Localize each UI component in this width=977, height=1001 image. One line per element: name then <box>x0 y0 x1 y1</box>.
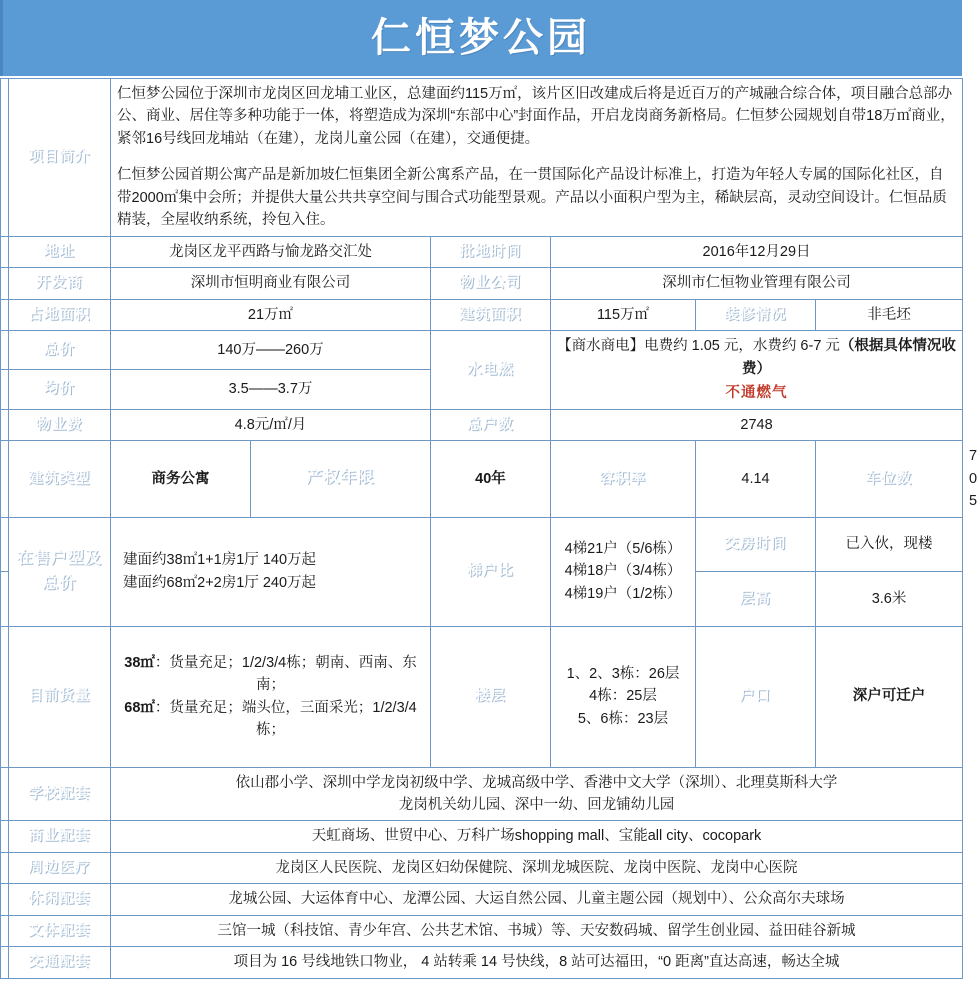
label-property-company: 物业公司 <box>431 268 551 299</box>
left-gutter <box>1 947 9 978</box>
project-intro-text <box>111 79 963 237</box>
left-gutter <box>1 767 9 821</box>
table-row-address <box>1 236 963 267</box>
table-row-building-type: 建筑类型 商务公寓 产权年限 40年 容积率 4.14 车位数 705 <box>1 441 963 517</box>
value-medical-facilities: 龙岗区人民医院、龙岗区妇幼保健院、深圳龙城医院、龙岗中医院、龙岗中心医院 <box>111 852 963 883</box>
label-ownership-years: 产权年限 <box>251 441 431 517</box>
value-current-inventory <box>111 626 431 767</box>
label-utilities: 水电燃 <box>431 331 551 409</box>
left-gutter <box>1 626 9 767</box>
label-current-inventory: 目前货量 <box>9 626 111 767</box>
floors-line-3: 5、6栋：23层 <box>577 710 669 727</box>
left-gutter <box>1 370 9 409</box>
value-floor-height: 3.6米 <box>816 572 963 627</box>
value-floors <box>551 626 696 767</box>
label-approval-date: 批地时间 <box>431 236 551 267</box>
label-land-area: 占地面积 <box>9 299 111 330</box>
floors-line-1: 1、2、3栋：26层 <box>566 665 680 682</box>
utilities-note: （根据具体情况收费） <box>742 338 956 377</box>
value-building-type: 商务公寓 <box>111 441 251 517</box>
value-property-fee: 4.8元/㎡/月 <box>111 409 431 440</box>
utilities-no-gas-warning: 不通燃气 <box>725 385 788 402</box>
left-gutter <box>1 884 9 915</box>
value-developer: 深圳市恒明商业有限公司 <box>111 268 431 299</box>
table-row-culture <box>1 915 963 946</box>
value-decoration: 非毛坯 <box>816 299 963 330</box>
label-school-facilities: 学校配套 <box>9 767 111 821</box>
inventory-unit-38-desc: ：货量充足；1/2/3/4栋；朝南、西南、东南； <box>154 654 417 694</box>
label-medical-facilities: 周边医疗 <box>9 852 111 883</box>
label-elevator-ratio: 梯户比 <box>431 517 551 626</box>
inventory-unit-38 <box>117 652 424 697</box>
utilities-line-1 <box>557 335 956 380</box>
table-row-medical <box>1 852 963 883</box>
left-gutter <box>1 572 9 627</box>
value-leisure-facilities: 龙城公园、大运体育中心、龙潭公园、大运自然公园、儿童主题公园（规划中）、公众高尔夫球场 <box>111 884 963 915</box>
value-total-price: 140万——260万 <box>111 331 431 370</box>
elevator-ratio-line-2: 4梯18户（3/4栋） <box>564 563 682 580</box>
inventory-unit-68-desc: ：货量充足；端头位，三面采光；1/2/3/4栋； <box>154 699 417 738</box>
label-delivery-time: 交房时间 <box>696 517 816 572</box>
value-hukou: 深户可迁户 <box>816 626 963 767</box>
value-transport-facilities: 项目为 16 号线地铁口物业， 4 站转乘 14 号快线，8 站可达福田，“0 距离”直达高速，畅达全城 <box>111 947 963 978</box>
label-plot-ratio: 容积率 <box>551 441 696 517</box>
value-ownership-years: 40年 <box>431 441 551 517</box>
label-commercial-facilities: 商业配套 <box>9 821 111 852</box>
label-total-price: 总价 <box>9 331 111 370</box>
value-utilities <box>551 331 963 409</box>
value-approval-date: 2016年12月29日 <box>551 236 963 267</box>
value-delivery-time: 已入伙，现楼 <box>816 517 963 572</box>
label-building-type: 建筑类型 <box>9 441 111 517</box>
utilities-rates: 【商水商电】电费约 1.05 元，水费约 6-7 元 <box>557 338 840 355</box>
label-leisure-facilities: 休闲配套 <box>9 884 111 915</box>
left-gutter <box>1 915 9 946</box>
value-culture-facilities: 三馆一城（科技馆、青少年宫、公共艺术馆、书城）等、天安数码城、留学生创业园、益田硅谷新城 <box>111 915 963 946</box>
table-row-intro <box>1 79 963 237</box>
label-decoration: 装修情况 <box>696 299 816 330</box>
label-floor-height: 层高 <box>696 572 816 627</box>
left-gutter <box>1 236 9 267</box>
value-plot-ratio: 4.14 <box>696 441 816 517</box>
left-gutter <box>1 79 9 237</box>
value-land-area: 21万㎡ <box>111 299 431 330</box>
on-sale-line-2: 建面约68㎡2+2房1厅 240万起 <box>123 574 317 591</box>
label-property-fee: 物业费 <box>9 409 111 440</box>
property-info-table <box>0 78 977 979</box>
inventory-unit-68 <box>117 697 424 742</box>
left-gutter <box>1 409 9 440</box>
table-row-school <box>1 767 963 821</box>
table-row-leisure <box>1 884 963 915</box>
label-on-sale-units: 在售户型及总价 <box>9 517 111 626</box>
left-gutter <box>1 299 9 330</box>
school-line-1: 依山郡小学、深圳中学龙岗初级中学、龙城高级中学、香港中文大学（深圳）、北理莫斯科大学 <box>235 774 838 791</box>
left-gutter <box>1 441 9 517</box>
label-address: 地址 <box>9 236 111 267</box>
value-commercial-facilities: 天虹商场、世贸中心、万科广场shopping mall、宝能all city、cocopark <box>111 821 963 852</box>
label-floors: 楼层 <box>431 626 551 767</box>
table-row-developer <box>1 268 963 299</box>
elevator-ratio-line-3: 4梯19户（1/2栋） <box>564 585 682 602</box>
table-row-on-sale <box>1 517 963 572</box>
floors-line-2: 4栋：25层 <box>589 688 657 705</box>
value-building-area: 115万㎡ <box>551 299 696 330</box>
value-elevator-ratio <box>551 517 696 626</box>
left-gutter <box>1 268 9 299</box>
school-line-2: 龙岗机关幼儿园、深中一幼、回龙铺幼儿园 <box>398 796 675 813</box>
table-row-transport <box>1 947 963 978</box>
left-gutter <box>1 821 9 852</box>
page-banner <box>0 0 962 78</box>
label-avg-price: 均价 <box>9 370 111 409</box>
label-parking-count: 车位数 <box>816 441 963 517</box>
label-developer: 开发商 <box>9 268 111 299</box>
value-address: 龙岗区龙平西路与愉龙路交汇处 <box>111 236 431 267</box>
inventory-unit-68-size: 68㎡ <box>124 699 155 716</box>
left-gutter <box>1 331 9 370</box>
intro-paragraph-1: 仁恒梦公园位于深圳市龙岗区回龙埔工业区，总建面约115万㎡，该片区旧改建成后将是近百万的产城融合综合体，项目融合总部办公、商业、居住等多种功能于一体，将塑造成为深圳“东部中心”封面作品，开启龙岗商务新格局。仁恒梦公园规划自带18万㎡商业，紧邻16号线回龙埔站（在建），龙岗儿童公园（在建），交通便捷。 <box>117 86 955 147</box>
label-transport-facilities: 交通配套 <box>9 947 111 978</box>
label-total-households: 总户数 <box>431 409 551 440</box>
table-row-inventory <box>1 626 963 767</box>
value-total-households: 2748 <box>551 409 963 440</box>
label-culture-facilities: 文体配套 <box>9 915 111 946</box>
intro-paragraph-2: 仁恒梦公园首期公寓产品是新加坡仁恒集团全新公寓系产品，在一贯国际化产品设计标准上，打造为年轻人专属的国际化社区，自带2000㎡集中会所；并提供大量公共共享空间与围合式功能型景观。产品以小面积户型为主，稀缺层高，灵动空间设计。仁恒品质精装，全屋收纳系统，拎包入住。 <box>117 167 947 229</box>
table-row-area <box>1 299 963 330</box>
value-school-facilities <box>111 767 963 821</box>
left-gutter <box>1 852 9 883</box>
label-project-intro: 项目简介 <box>9 79 111 237</box>
page-title: 仁恒梦公园 <box>371 16 591 60</box>
elevator-ratio-line-1: 4梯21户（5/6栋） <box>564 540 682 557</box>
left-gutter <box>1 517 9 572</box>
table-row-total-price <box>1 331 963 370</box>
inventory-unit-38-size: 38㎡ <box>124 654 155 671</box>
value-on-sale-units <box>111 517 431 626</box>
label-hukou: 户口 <box>696 626 816 767</box>
value-property-company: 深圳市仁恒物业管理有限公司 <box>551 268 963 299</box>
on-sale-line-1: 建面约38㎡1+1房1厅 140万起 <box>123 552 317 569</box>
table-row-commercial <box>1 821 963 852</box>
label-building-area: 建筑面积 <box>431 299 551 330</box>
table-row-property-fee <box>1 409 963 440</box>
value-avg-price: 3.5——3.7万 <box>111 370 431 409</box>
